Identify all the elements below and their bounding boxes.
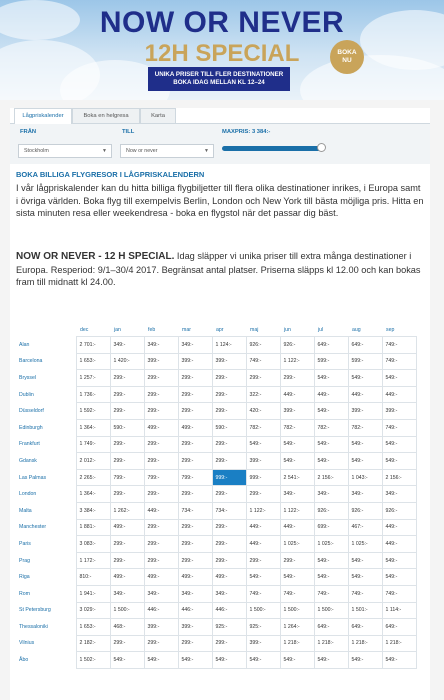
price-cell[interactable]: 299:- — [246, 552, 280, 569]
price-cell[interactable]: 299:- — [110, 403, 144, 420]
price-cell[interactable]: 299:- — [212, 486, 246, 503]
price-cell[interactable]: 299:- — [110, 436, 144, 453]
price-cell[interactable]: 1 653:- — [76, 353, 110, 370]
price-cell[interactable]: 1 218:- — [348, 635, 382, 652]
price-cell[interactable]: 1 364:- — [76, 486, 110, 503]
price-cell[interactable]: 2 182:- — [76, 635, 110, 652]
price-cell[interactable]: 1 025:- — [280, 536, 314, 553]
price-cell[interactable]: 399:- — [348, 403, 382, 420]
price-cell[interactable]: 1 122:- — [280, 353, 314, 370]
price-cell[interactable]: 299:- — [178, 436, 212, 453]
price-cell[interactable]: 782:- — [314, 419, 348, 436]
price-cell[interactable]: 549:- — [382, 652, 416, 669]
table-row — [16, 337, 416, 354]
price-cell[interactable]: 349:- — [348, 486, 382, 503]
price-cell[interactable]: 549:- — [382, 453, 416, 470]
table-row — [16, 569, 416, 586]
price-cell[interactable]: 590:- — [212, 419, 246, 436]
price-cell[interactable]: 549:- — [246, 569, 280, 586]
tab-boka-helgresa[interactable]: Boka en helgresa — [72, 108, 140, 123]
price-cell[interactable]: 299:- — [212, 403, 246, 420]
price-cell[interactable]: 420:- — [246, 403, 280, 420]
badge-line: BOKA — [337, 49, 357, 56]
price-cell[interactable]: 749:- — [382, 419, 416, 436]
price-cell[interactable]: 1 941:- — [76, 585, 110, 602]
from-value: Stockholm — [24, 148, 49, 154]
section-title: BOKA BILLIGA FLYGRESOR I LÅGPRISKALENDERN — [16, 170, 205, 179]
price-cell[interactable]: 699:- — [314, 519, 348, 536]
price-cell[interactable]: 3 384:- — [76, 502, 110, 519]
price-cell[interactable]: 599:- — [348, 353, 382, 370]
price-cell[interactable]: 926:- — [348, 502, 382, 519]
price-cell[interactable]: 799:- — [110, 469, 144, 486]
price-cell[interactable]: 799:- — [178, 469, 212, 486]
destination-label: Thessaloniki — [19, 623, 48, 630]
price-cell[interactable]: 549:- — [348, 569, 382, 586]
price-cell[interactable]: 549:- — [280, 652, 314, 669]
month-header: aug — [352, 327, 361, 333]
destination-label: Rom — [19, 590, 30, 597]
corner-cell — [16, 324, 76, 337]
price-cell[interactable]: 2 156:- — [382, 469, 416, 486]
month-header: dec — [80, 327, 89, 333]
price-cell[interactable]: 549:- — [314, 652, 348, 669]
price-cell[interactable]: 399:- — [144, 619, 178, 636]
price-cell[interactable]: 1 025:- — [348, 536, 382, 553]
destination-label: Frankfurt — [19, 441, 40, 448]
table-row — [16, 619, 416, 636]
price-cell[interactable]: 734:- — [178, 502, 212, 519]
banner-subtitle: 12H SPECIAL — [144, 40, 300, 67]
price-cell[interactable]: 299:- — [212, 453, 246, 470]
banner-info-box — [148, 67, 290, 91]
price-cell[interactable]: 499:- — [144, 569, 178, 586]
slider-handle[interactable] — [317, 143, 326, 152]
price-cell[interactable]: 349:- — [110, 337, 144, 354]
price-cell[interactable]: 1 043:- — [348, 469, 382, 486]
price-cell[interactable]: 299:- — [178, 453, 212, 470]
price-cell[interactable]: 449:- — [382, 519, 416, 536]
price-cell[interactable]: 549:- — [246, 652, 280, 669]
price-cell[interactable]: 549:- — [314, 436, 348, 453]
price-cell[interactable]: 299:- — [144, 486, 178, 503]
destination-label: Riga — [19, 574, 30, 581]
destination-label: Gdansk — [19, 457, 37, 464]
price-cell[interactable]: 749:- — [280, 585, 314, 602]
calendar-panel — [10, 108, 430, 700]
price-cell[interactable]: 399:- — [280, 403, 314, 420]
special-title: NOW OR NEVER - 12 H SPECIAL. — [16, 251, 175, 262]
price-cell[interactable]: 1 502:- — [76, 652, 110, 669]
price-cell[interactable]: 299:- — [212, 552, 246, 569]
price-cell[interactable]: 349:- — [144, 585, 178, 602]
price-cell[interactable]: 446:- — [144, 602, 178, 619]
price-cell[interactable]: 1 218:- — [280, 635, 314, 652]
table-row — [16, 602, 416, 619]
price-cell[interactable]: 499:- — [110, 569, 144, 586]
destination-label: Bryssel — [19, 374, 37, 381]
destination-label: Åbo — [19, 657, 29, 664]
price-cell[interactable]: 299:- — [246, 486, 280, 503]
table-row — [16, 436, 416, 453]
price-cell[interactable]: 1 501:- — [348, 602, 382, 619]
price-cell[interactable]: 549:- — [348, 453, 382, 470]
price-cell[interactable]: 349:- — [280, 486, 314, 503]
price-cell[interactable]: 1 257:- — [76, 370, 110, 387]
price-cell[interactable]: 299:- — [246, 370, 280, 387]
price-cell[interactable]: 299:- — [212, 386, 246, 403]
tab-karta[interactable]: Karta — [140, 108, 176, 123]
price-cell[interactable]: 399:- — [144, 353, 178, 370]
boka-nu-button[interactable] — [330, 40, 364, 74]
price-cell[interactable]: 1 592:- — [76, 403, 110, 420]
price-cell[interactable]: 2 701:- — [76, 337, 110, 354]
price-cell[interactable]: 399:- — [212, 353, 246, 370]
table-row — [16, 519, 416, 536]
price-cell[interactable]: 449:- — [382, 386, 416, 403]
price-cell[interactable]: 299:- — [212, 519, 246, 536]
price-cell[interactable]: 399:- — [178, 619, 212, 636]
price-cell[interactable]: 299:- — [144, 536, 178, 553]
price-cell[interactable]: 1 264:- — [280, 619, 314, 636]
price-cell[interactable]: 467:- — [348, 519, 382, 536]
price-cell[interactable]: 999:- — [246, 469, 280, 486]
price-cell[interactable]: 299:- — [178, 635, 212, 652]
price-cell[interactable]: 446:- — [178, 602, 212, 619]
promo-banner[interactable] — [0, 0, 444, 100]
price-cell[interactable]: 299:- — [144, 552, 178, 569]
price-cell[interactable]: 799:- — [144, 469, 178, 486]
price-cell[interactable]: 549:- — [280, 436, 314, 453]
price-cell[interactable]: 549:- — [314, 370, 348, 387]
price-cell[interactable]: 1 420:- — [110, 353, 144, 370]
price-cell[interactable]: 749:- — [382, 353, 416, 370]
price-cell[interactable]: 449:- — [314, 386, 348, 403]
destination-label: Dublin — [19, 391, 34, 398]
price-cell[interactable]: 782:- — [348, 419, 382, 436]
table-row — [16, 419, 416, 436]
price-cell[interactable]: 449:- — [246, 536, 280, 553]
price-cell[interactable]: 1 262:- — [110, 502, 144, 519]
price-cell[interactable]: 2 265:- — [76, 469, 110, 486]
price-cell[interactable]: 299:- — [144, 403, 178, 420]
price-cell[interactable]: 299:- — [212, 436, 246, 453]
price-cell[interactable]: 549:- — [348, 436, 382, 453]
price-cell[interactable]: 322:- — [246, 386, 280, 403]
price-cell[interactable]: 1 500:- — [110, 602, 144, 619]
price-cell[interactable]: 299:- — [110, 536, 144, 553]
price-cell[interactable]: 926:- — [382, 502, 416, 519]
destination-label: Paris — [19, 540, 31, 547]
price-cell[interactable]: 399:- — [178, 353, 212, 370]
price-cell[interactable]: 299:- — [144, 519, 178, 536]
price-cell[interactable]: 549:- — [212, 652, 246, 669]
price-cell[interactable]: 649:- — [348, 619, 382, 636]
price-cell[interactable]: 749:- — [246, 353, 280, 370]
price-cell[interactable]: 299:- — [178, 519, 212, 536]
price-cell[interactable]: 649:- — [382, 619, 416, 636]
price-cell[interactable]: 549:- — [348, 652, 382, 669]
table-row — [16, 536, 416, 553]
destination-label: Prag — [19, 557, 30, 564]
price-cell[interactable]: 349:- — [178, 585, 212, 602]
price-cell[interactable]: 299:- — [144, 436, 178, 453]
destination-label: Düsseldorf — [19, 408, 44, 415]
price-cell[interactable]: 549:- — [246, 436, 280, 453]
price-cell[interactable]: 449:- — [348, 386, 382, 403]
price-cell[interactable]: 549:- — [178, 652, 212, 669]
price-cell[interactable]: 449:- — [246, 519, 280, 536]
price-cell[interactable]: 2 012:- — [76, 453, 110, 470]
destination-label: Las Palmas — [19, 474, 47, 481]
month-header: apr — [216, 327, 224, 333]
table-row — [16, 585, 416, 602]
price-cell[interactable]: 349:- — [144, 337, 178, 354]
table-row — [16, 386, 416, 403]
price-cell[interactable]: 299:- — [144, 453, 178, 470]
banner-info-line: BOKA IDAG MELLAN KL 12–24 — [173, 79, 265, 86]
price-cell[interactable]: 649:- — [314, 619, 348, 636]
price-cell[interactable]: 925:- — [212, 619, 246, 636]
to-label: TILL — [122, 129, 135, 135]
price-cell[interactable]: 299:- — [178, 536, 212, 553]
price-cell[interactable]: 549:- — [314, 569, 348, 586]
month-header: mar — [182, 327, 191, 333]
price-cell[interactable]: 549:- — [348, 552, 382, 569]
table-row — [16, 403, 416, 420]
price-cell[interactable]: 299:- — [110, 635, 144, 652]
month-header: feb — [148, 327, 156, 333]
price-cell[interactable]: 549:- — [348, 370, 382, 387]
banner-title: NOW OR NEVER — [99, 6, 345, 39]
from-label: FRÅN — [20, 129, 37, 135]
price-cell[interactable]: 1 749:- — [76, 436, 110, 453]
month-header: maj — [250, 327, 259, 333]
price-cell[interactable]: 299:- — [280, 552, 314, 569]
intro-paragraph: I vår lågpriskalender kan du hitta billiga flygbiljetter till flera olika destinationer inrikes, i Europa samt i övriga världen. Boka flyg till exempelvis Berlin, London och New York till bästa möjliga pris. Hitta en sista minuten resa eller weekendresa - boka en flygstol när det passar dig bäst. — [16, 183, 424, 219]
price-cell[interactable]: 1 218:- — [314, 635, 348, 652]
price-cell[interactable]: 299:- — [212, 635, 246, 652]
price-cell[interactable]: 926:- — [246, 337, 280, 354]
table-row — [16, 502, 416, 519]
table-row — [16, 469, 416, 486]
price-cell[interactable]: 299:- — [110, 453, 144, 470]
price-cell[interactable]: 549:- — [144, 652, 178, 669]
price-cell[interactable]: 810:- — [76, 569, 110, 586]
price-cell[interactable]: 782:- — [280, 419, 314, 436]
destination-label: Manchester — [19, 524, 47, 531]
table-row — [16, 652, 416, 669]
price-cell[interactable]: 649:- — [348, 337, 382, 354]
price-cell[interactable]: 749:- — [314, 585, 348, 602]
price-cell[interactable]: 1 364:- — [76, 419, 110, 436]
price-cell[interactable]: 299:- — [110, 552, 144, 569]
filter-bar — [10, 124, 430, 164]
price-cell[interactable]: 549:- — [314, 453, 348, 470]
price-cell[interactable]: 1 500:- — [314, 602, 348, 619]
price-cell[interactable]: 299:- — [178, 403, 212, 420]
price-cell[interactable]: 599:- — [314, 353, 348, 370]
table-row — [16, 353, 416, 370]
price-cell[interactable]: 3 029:- — [76, 602, 110, 619]
price-cell[interactable]: 1 122:- — [246, 502, 280, 519]
banner-info-line: UNIKA PRISER TILL FLER DESTINATIONER — [154, 71, 284, 78]
price-cell[interactable]: 734:- — [212, 502, 246, 519]
price-cell[interactable]: 782:- — [246, 419, 280, 436]
price-cell[interactable]: 926:- — [314, 502, 348, 519]
table-row — [16, 552, 416, 569]
price-cell[interactable]: 449:- — [382, 536, 416, 553]
destination-label: Barcelona — [19, 358, 43, 365]
price-cell[interactable]: 1 172:- — [76, 552, 110, 569]
price-cell[interactable]: 649:- — [314, 337, 348, 354]
price-cell[interactable]: 299:- — [178, 486, 212, 503]
price-cell[interactable]: 549:- — [382, 552, 416, 569]
price-cell[interactable]: 549:- — [314, 552, 348, 569]
price-cell[interactable]: 299:- — [178, 386, 212, 403]
price-cell[interactable]: 349:- — [178, 337, 212, 354]
price-cell[interactable]: 1 218:- — [382, 635, 416, 652]
price-cell[interactable]: 499:- — [110, 519, 144, 536]
destination-label: St Petersburg — [19, 607, 51, 614]
price-cell[interactable]: 399:- — [246, 635, 280, 652]
price-cell[interactable]: 399:- — [382, 403, 416, 420]
month-header: sep — [386, 327, 395, 333]
to-value: Now or never — [126, 148, 158, 154]
price-cell[interactable]: 499:- — [212, 569, 246, 586]
tab-bar — [10, 108, 430, 124]
month-header: jun — [284, 327, 291, 333]
price-cell[interactable]: 1 653:- — [76, 619, 110, 636]
price-cell[interactable]: 925:- — [246, 619, 280, 636]
price-cell[interactable]: 1 500:- — [246, 602, 280, 619]
price-cell[interactable]: 299:- — [280, 370, 314, 387]
price-cell[interactable]: 549:- — [314, 403, 348, 420]
price-cell[interactable]: 349:- — [314, 486, 348, 503]
price-cell[interactable]: 1 114:- — [382, 602, 416, 619]
maxprice-label: MAXPRIS: 3 384:- — [222, 129, 271, 135]
badge-line: NU — [342, 57, 352, 64]
price-cell[interactable]: 349:- — [212, 585, 246, 602]
price-cell[interactable]: 549:- — [280, 453, 314, 470]
price-cell[interactable]: 549:- — [382, 569, 416, 586]
maxprice-slider[interactable] — [222, 146, 322, 151]
price-cell[interactable]: 1 881:- — [76, 519, 110, 536]
destination-label: Alan — [19, 341, 30, 348]
month-header-row — [16, 324, 416, 337]
from-select[interactable] — [18, 144, 112, 158]
special-text: Idag släpper vi unika priser till extra många destinationer i Europa. Resperiod: 9/1–30/4 2017. Begränsat antal platser. Priserna släpps kl 12.00 och kan bokas fram till midnatt kl 24.00. — [16, 251, 421, 288]
price-cell[interactable]: 349:- — [382, 486, 416, 503]
table-row — [16, 486, 416, 503]
destination-label: Vilnius — [19, 640, 35, 647]
price-cell[interactable]: 299:- — [110, 370, 144, 387]
tab-lagpriskalender[interactable]: Lågpriskalender — [14, 108, 72, 124]
price-cell[interactable]: 468:- — [110, 619, 144, 636]
price-cell[interactable]: 549:- — [382, 370, 416, 387]
price-cell[interactable]: 349:- — [110, 585, 144, 602]
price-cell[interactable]: 749:- — [246, 585, 280, 602]
price-cell[interactable]: 549:- — [280, 569, 314, 586]
special-paragraph — [16, 250, 424, 289]
price-cell[interactable]: 299:- — [178, 370, 212, 387]
price-cell[interactable]: 299:- — [212, 536, 246, 553]
price-cell[interactable]: 446:- — [212, 602, 246, 619]
chevron-down-icon: ▼ — [102, 148, 107, 154]
price-cell[interactable]: 1 736:- — [76, 386, 110, 403]
price-cell[interactable]: 1 122:- — [280, 502, 314, 519]
price-cell[interactable]: 299:- — [212, 370, 246, 387]
price-cell[interactable]: 749:- — [348, 585, 382, 602]
price-cell[interactable]: 399:- — [246, 453, 280, 470]
price-cell[interactable]: 749:- — [382, 585, 416, 602]
chevron-down-icon: ▼ — [204, 148, 209, 154]
price-cell[interactable]: 1 025:- — [314, 536, 348, 553]
to-select[interactable] — [120, 144, 214, 158]
price-calendar-table — [16, 324, 417, 669]
price-cell[interactable]: 299:- — [110, 386, 144, 403]
price-cell[interactable]: 926:- — [280, 337, 314, 354]
price-cell[interactable]: 449:- — [144, 502, 178, 519]
month-header: jul — [318, 327, 324, 333]
price-cell[interactable]: 3 083:- — [76, 536, 110, 553]
price-cell[interactable]: 299:- — [110, 486, 144, 503]
price-cell[interactable]: 299:- — [144, 386, 178, 403]
destination-label: Malta — [19, 507, 32, 514]
table-row — [16, 453, 416, 470]
price-cell[interactable]: 2 541:- — [280, 469, 314, 486]
price-cell[interactable]: 299:- — [144, 635, 178, 652]
price-cell[interactable]: 449:- — [280, 519, 314, 536]
price-cell[interactable]: 999:- — [212, 469, 246, 486]
table-row — [16, 370, 416, 387]
price-cell[interactable]: 749:- — [382, 337, 416, 354]
price-cell[interactable]: 1 124:- — [212, 337, 246, 354]
table-row — [16, 635, 416, 652]
destination-label: Edinburgh — [19, 424, 43, 431]
price-cell[interactable]: 499:- — [178, 569, 212, 586]
price-cell[interactable]: 499:- — [144, 419, 178, 436]
price-cell[interactable]: 449:- — [280, 386, 314, 403]
price-cell[interactable]: 1 500:- — [280, 602, 314, 619]
price-cell[interactable]: 299:- — [144, 370, 178, 387]
month-header: jan — [114, 327, 121, 333]
price-cell[interactable]: 2 156:- — [314, 469, 348, 486]
destination-label: London — [19, 491, 37, 498]
price-cell[interactable]: 549:- — [382, 436, 416, 453]
price-cell[interactable]: 299:- — [178, 552, 212, 569]
price-cell[interactable]: 499:- — [178, 419, 212, 436]
price-cell[interactable]: 549:- — [110, 652, 144, 669]
price-cell[interactable]: 590:- — [110, 419, 144, 436]
